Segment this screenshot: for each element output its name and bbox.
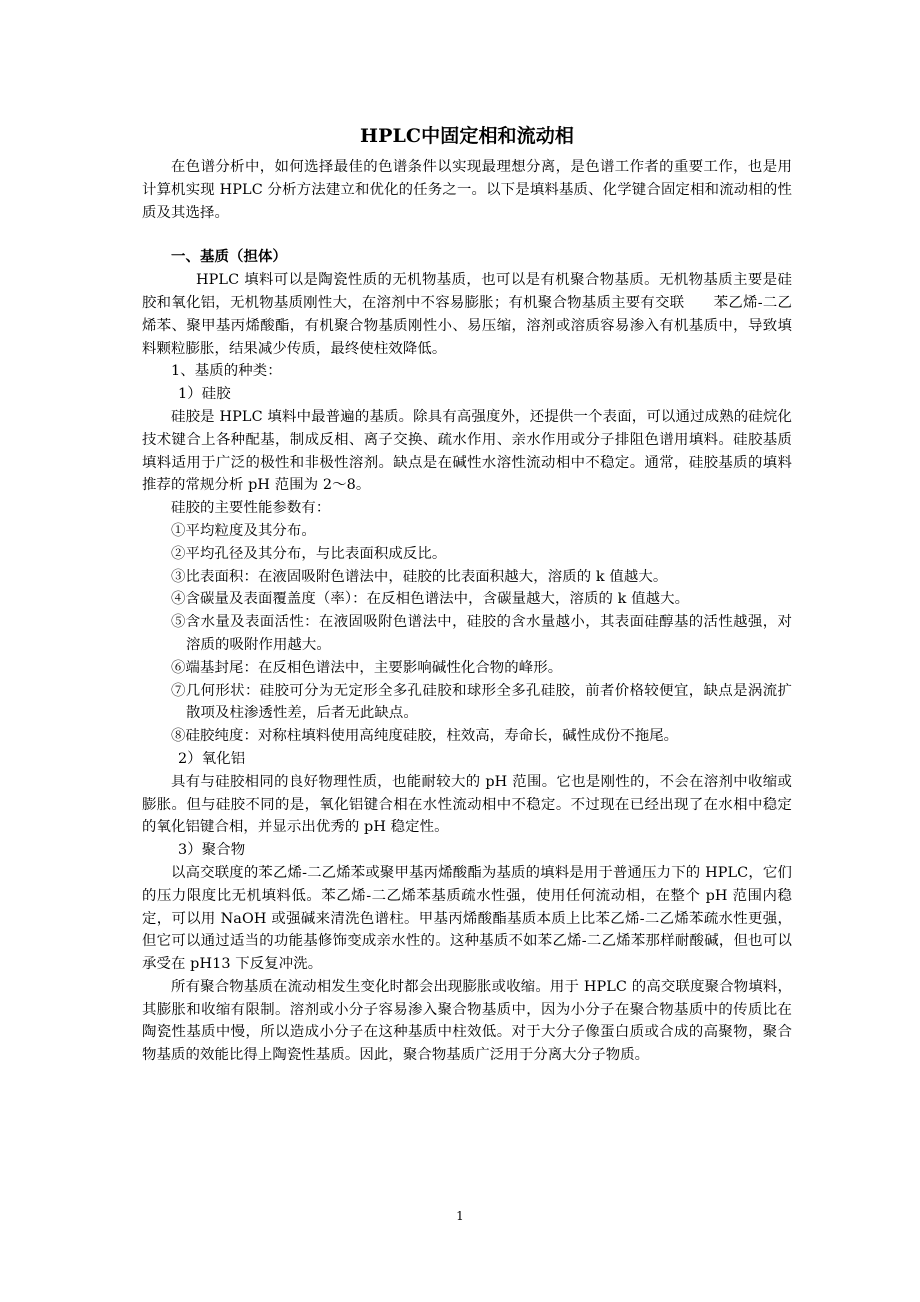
alumina-paragraph: 具有与硅胶相同的良好物理性质，也能耐较大的 pH 范围。它也是刚性的，不会在溶剂中收缩或膨胀。但与硅胶不同的是，氧化铝键合相在水性流动相中不稳定。不过现在已经出现了在水相中稳定的氧化铝键合相，并显示出优秀的 pH 稳定性。 xyxy=(142,773,792,836)
silica-property-item: ④含碳量及表面覆盖度（率）：在反相色谱法中，含碳量越大，溶质的 k 值越大。 xyxy=(171,591,690,608)
silica-paragraph: 硅胶是 HPLC 填料中最普遍的基质。除具有高强度外，还提供一个表面，可以通过成熟的硅烷化技术键合上各种配基，制成反相、离子交换、疏水作用、亲水作用或分子排阻色谱用填料。硅胶基质填料适用于广泛的极性和非极性溶剂。缺点是在碱性水溶性流动相中不稳定。通常，硅胶基质的填料推荐的常规分析 pH 范围为 2～8。 xyxy=(142,408,792,494)
alumina-heading: 2）氧化铝 xyxy=(178,750,246,767)
intro-paragraph: 在色谱分析中，如何选择最佳的色谱条件以实现最理想分离，是色谱工作者的重要工作，也是用计算机实现 HPLC 分析方法建立和优化的任务之一。以下是填料基质、化学键合固定相和流动相的性质及其选择。 xyxy=(142,159,792,221)
silica-property-item: ⑥端基封尾：在反相色谱法中，主要影响碱性化合物的峰形。 xyxy=(171,659,563,676)
matrix-types-heading: 1、基质的种类： xyxy=(171,363,282,380)
document-title: HPLC中固定相和流动相 xyxy=(360,125,574,147)
silica-property-item: ⑧硅胶纯度：对称柱填料使用高纯度硅胶，柱效高，寿命长，碱性成份不拖尾。 xyxy=(171,728,679,745)
matrix-paragraph: HPLC 填料可以是陶瓷性质的无机物基质，也可以是有机聚合物基质。无机物基质主要是硅胶和氧化铝，无机物基质刚性大，在溶剂中不容易膨胀；有机聚合物基质主要有交联 苯乙烯-二乙烯苯、聚甲基丙烯酸酯，有机聚合物基质刚性小、易压缩，溶剂或溶质容易渗入有机基质中，导致填料颗粒膨胀，结果减少传质，最终使柱效降低。 xyxy=(142,272,792,357)
silica-heading: 1）硅胶 xyxy=(178,386,231,403)
silica-property-item: ③比表面积：在液固吸附色谱法中，硅胶的比表面积越大，溶质的 k 值越大。 xyxy=(171,568,668,585)
silica-properties-heading: 硅胶的主要性能参数有： xyxy=(171,500,331,517)
section-heading-matrix: 一、基质（担体） xyxy=(171,248,287,266)
silica-property-item: ②平均孔径及其分布，与比表面积成反比。 xyxy=(171,545,447,562)
silica-property-item: ①平均粒度及其分布。 xyxy=(171,522,316,539)
silica-property-item: ⑤含水量及表面活性：在液固吸附色谱法中，硅胶的含水量越小，其表面硅醇基的活性越强，对溶质的吸附作用越大。 xyxy=(171,614,792,653)
polymer-heading: 3）聚合物 xyxy=(178,842,246,859)
document-body xyxy=(142,124,792,1067)
silica-property-item: ⑦几何形状：硅胶可分为无定形全多孔硅胶和球形全多孔硅胶，前者价格较便宜，缺点是涡流扩散项及柱渗透性差，后者无此缺点。 xyxy=(171,682,792,722)
polymer-paragraph-2: 所有聚合物基质在流动相发生变化时都会出现膨胀或收缩。用于 HPLC 的高交联度聚合物填料，其膨胀和收缩有限制。溶剂或小分子容易渗入聚合物基质中，因为小分子在聚合物基质中的传质比在陶瓷性基质中慢，所以造成小分子在这种基质中柱效低。对于大分子像蛋白质或合成的高聚物，聚合物基质的效能比得上陶瓷性基质。因此，聚合物基质广泛用于分离大分子物质。 xyxy=(142,978,792,1064)
page-number: 1 xyxy=(456,1209,464,1223)
polymer-paragraph: 以高交联度的苯乙烯-二乙烯苯或聚甲基丙烯酸酯为基质的填料是用于普通压力下的 HPLC，它们的压力限度比无机填料低。苯乙烯-二乙烯苯基质疏水性强，使用任何流动相，在整个 pH 范围内稳定，可以用 NaOH 或强碱来清洗色谱柱。甲基丙烯酸酯基质本质上比苯乙烯-二乙烯苯疏水性更强，但它可以通过适当的功能基修饰变成亲水性的。这种基质不如苯乙烯-二乙烯苯那样耐酸碱，但也可以承受在 pH13 下反复冲洗。 xyxy=(142,864,792,973)
